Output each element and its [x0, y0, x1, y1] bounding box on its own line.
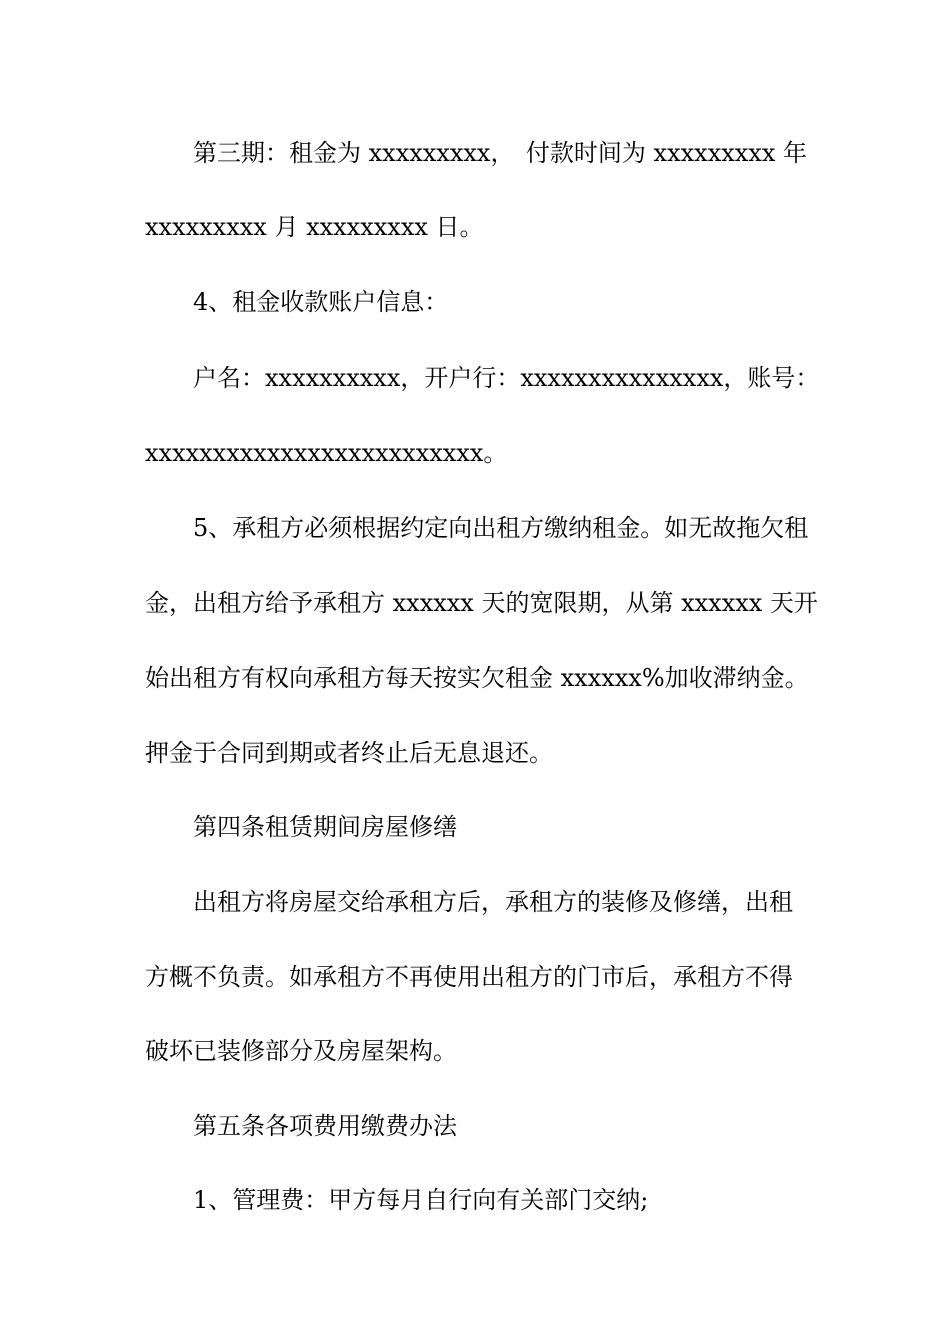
paragraph-rent-payment-line-4: 押金于合同到期或者终止后无息退还。	[145, 739, 553, 767]
paragraph-third-installment-line-2: xxxxxxxxx 月 xxxxxxxxx 日。	[145, 213, 484, 241]
account-number-label: 账号：	[747, 364, 820, 392]
paragraph-account-info-heading: 4、租金收款账户信息：	[193, 288, 449, 316]
account-name-text: 户名：xxxxxxxxxx，	[193, 364, 425, 392]
section-heading-article-4: 第四条租赁期间房屋修缮	[193, 813, 457, 841]
paragraph-rent-payment-line-1: 5、承租方必须根据约定向出租方缴纳租金。如无故拖欠租	[193, 514, 809, 542]
paragraph-rent-payment-line-3: 始出租方有权向承租方每天按实欠租金 xxxxxx%加收滞纳金。	[145, 664, 809, 692]
paragraph-rent-payment-line-2: 金，出租方给予承租方 xxxxxx 天的宽限期，从第 xxxxxx 天开	[145, 589, 818, 617]
third-installment-rent-text: 第三期：租金为 xxxxxxxxx，	[193, 139, 515, 167]
paragraph-account-line-1	[193, 362, 820, 394]
paragraph-account-line-2: xxxxxxxxxxxxxxxxxxxxxxxxx。	[145, 439, 508, 467]
bank-name-text: 开户行：xxxxxxxxxxxxxxx，	[424, 364, 748, 392]
paragraph-third-installment-line-1	[193, 137, 807, 169]
paragraph-repairs-line-3: 破坏已装修部分及房屋架构。	[145, 1037, 457, 1065]
section-heading-article-5: 第五条各项费用缴费办法	[193, 1112, 457, 1140]
paragraph-management-fee: 1、管理费：甲方每月自行向有关部门交纳;	[193, 1186, 649, 1214]
paragraph-repairs-line-1: 出租方将房屋交给承租方后，承租方的装修及修缮，出租	[193, 888, 793, 916]
third-installment-time-text: 付款时间为 xxxxxxxxx 年	[525, 139, 807, 167]
paragraph-repairs-line-2: 方概不负责。如承租方不再使用出租方的门市后，承租方不得	[145, 963, 793, 991]
